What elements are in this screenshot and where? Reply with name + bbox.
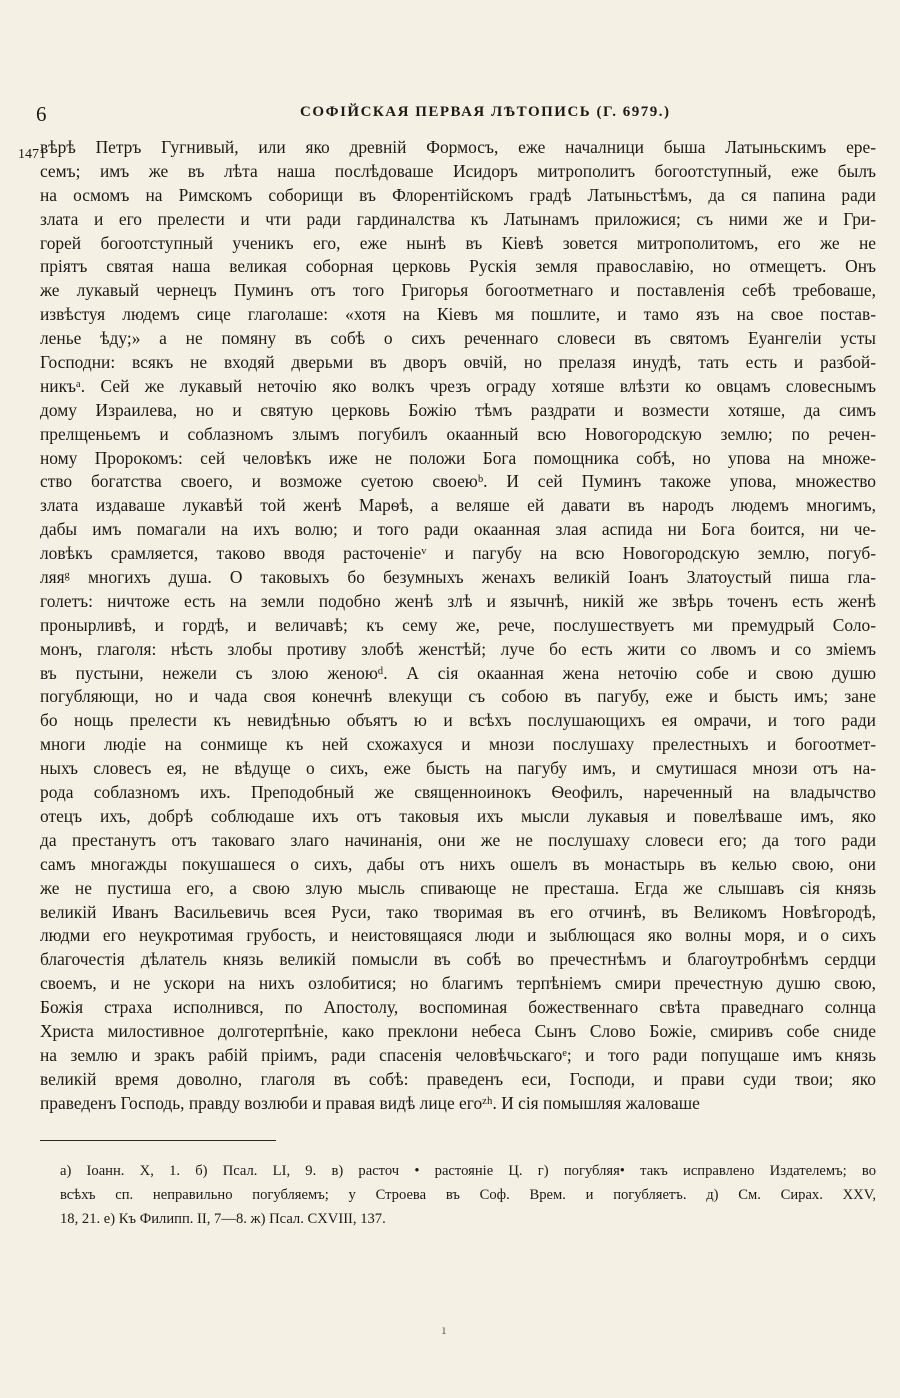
text-line: пронырливѣ, и гордѣ, и величавѣ; къ сему же, рече, послушествуетъ ми премудрый Соло- — [40, 614, 876, 635]
footnotes — [60, 1159, 876, 1231]
text-line: Господни: всякъ не входяй дверьми въ дворъ овчій, но прелазя инудѣ, тать есть и разбой- — [40, 352, 876, 373]
text-line: никъᵃ. Сей же лукавый неточію яко волкъ чрезъ ограду хотяше влѣзти ко овцамъ словеснымъ — [40, 375, 876, 396]
text-line: ленье ѣду;» а не помяну въ собѣ о сихъ реченнаго словеси въ святомъ Еуангеліи усты — [40, 328, 876, 349]
text-line: да престанутъ отъ таковаго злаго начинанія, они же не послушаху словеси его; да того ради — [40, 829, 876, 850]
text-line: на осмомъ на Римскомъ соборищи въ Флорентійскомъ градѣ Латыньстѣмъ, да ся папина ради — [40, 184, 876, 205]
text-line: же не пустиша его, а свою злую мысль спивающе не престаша. Егда же слышавъ сія князь — [40, 877, 876, 898]
text-line: погубляющи, но и чада своя конечнѣ влекущи съ собою въ пагубу, еже и бысть имъ; зане — [40, 686, 876, 707]
text-line: Христа милостивное долготерпѣніе, како преклони небеса Сынъ Слово Божіе, смиривъ собе сниде — [40, 1020, 876, 1041]
text-line: горей богоотступный ученикъ его, еже нынѣ въ Кіевѣ зовется митрополитомъ, его же не — [40, 232, 876, 253]
text-line: ство богатства своего, и возможе суетою своеюᵇ. И сей Пуминъ такоже упова, множество — [40, 471, 876, 492]
text-line: же лукавый чернецъ Пуминъ отъ того Григорья богоотметнаго и поставленія себѣ требоваше, — [40, 280, 876, 301]
text-line: отецъ ихъ, добрѣ соблюдаше ихъ отъ таковыя ихъ мысли лукавыя и повелѣваше имъ, яко — [40, 805, 876, 826]
text-line: Божія страха исполнився, по Апостолу, воспоминая божественнаго свѣта праведнаго солнца — [40, 997, 876, 1018]
text-line: злата и его прелести и чти ради гардиналства къ Латынамъ приложися; съ ними же и Гри- — [40, 208, 876, 229]
main-text — [40, 136, 876, 1116]
footnote-line: 18, 21. е) Къ Филипп. II, 7—8. ж) Псал. CXVIII, 137. — [60, 1211, 386, 1227]
text-line: великій Иванъ Васильевичь всея Руси, тако творимая въ его отчинѣ, въ Великомъ Новѣгородѣ, — [40, 901, 876, 922]
footnote-divider — [40, 1140, 276, 1141]
text-line: прелщеньемъ и соблазномъ злымъ погубилъ окаанный всю Новогородскую землю; по речен- — [40, 423, 876, 444]
text-line: ныхъ словесъ ея, не вѣдуще о сихъ, еже бысть на пагубу имъ, и смутишася мнози отъ на- — [40, 758, 876, 779]
footnote-line: а) Іоанн. X, 1. б) Псал. LI, 9. в) расточ • растояніе Ц. г) погубляя• такъ исправлено Издателемъ; во — [60, 1163, 876, 1179]
text-line: въ пустыни, нежели съ злою женоюᵈ. А сія окаанная жена неточію собе и свою душю — [40, 662, 876, 683]
page-mark: ı — [442, 1323, 446, 1337]
text-line: на землю и зракъ рабій пріимъ, ради спасенія человѣчьскагоᵉ; и того ради попущаше имъ князь — [40, 1044, 876, 1065]
text-line: бо нощь прелести къ невидѣнью объятъ ю и всѣхъ послушающихъ ея омрачи, и того ради — [40, 710, 876, 731]
text-line: семъ; имъ же въ лѣта наша послѣдоваше Исидоръ митрополитъ богоотступный, еже былъ — [40, 160, 876, 181]
text-line: монъ, глаголя: нѣсть злобы противу злобѣ женстѣй; луче бо есть жити со лвомъ и со зміемъ — [40, 638, 876, 659]
text-line: дабы имъ помагали на ихъ волю; и того ради окаанная злая аспида ни Бога боится, ни че- — [40, 519, 876, 540]
text-line: пріятъ святая наша великая соборная церковь Рускія земля православію, но отмещетъ. Онъ — [40, 256, 876, 277]
text-line: людми его неукротимая грубость, и неистовящаяся люди и зыблющася яко волны моря, и о сихъ — [40, 925, 876, 946]
margin-year: 1471 — [18, 147, 46, 162]
text-line: вѣрѣ Петръ Гугнивый, или яко древній Формосъ, еже началници быша Латыньскимъ ере- — [40, 137, 876, 157]
text-line: праведенъ Господь, правду возлюби и правая видѣ лице егоᶻʰ. И сія помышляя жаловаше — [40, 1092, 700, 1113]
text-line: голетъ: ничтоже есть на земли подобно женѣ злѣ и язычнѣ, никій же звѣрь точенъ есть женѣ — [40, 590, 876, 611]
text-line: ловѣкъ срамляется, таково вводя расточеніеᵛ и пагубу на всю Новогородскую землю, погуб- — [40, 543, 876, 564]
text-line: благочестія дѣлатель князь великій помысли въ собѣ во пречестнѣмъ и благоутробнѣмъ сердци — [40, 949, 876, 970]
page-number: 6 — [36, 102, 47, 126]
footnote-line: всѣхъ сп. неправильно погубляемъ; у Строева въ Соф. Врем. и погубляетъ. д) См. Сирах. XXV, — [60, 1187, 876, 1203]
text-line: самъ многажды покушашеся о сихъ, дабы отъ нихъ ошелъ въ монастырь въ келью свою, они — [40, 853, 876, 874]
text-line: злата издаваше лукавѣй той женѣ Марѳѣ, а веляше ей давати въ народъ людемъ многимъ, — [40, 495, 876, 516]
text-line: дому Израилева, но и святую церковь Божію тѣмъ раздрати и возмести хотяше, да симъ — [40, 399, 876, 420]
running-title: СОФІЙСКАЯ ПЕРВАЯ ЛѢТОПИСЬ (Г. 6979.) — [300, 104, 671, 120]
text-line: извѣстуя людемъ сице глаголаше: «хотя на Кіевъ мя пошлите, и тамо язъ на свое постав- — [40, 304, 876, 325]
text-line: своемъ, и не ускори на нихъ озлобитися; но благимъ терпѣніемъ смири пречестную душю свою, — [40, 973, 876, 994]
text-line: многи людіе на сонмище къ ней схожахуся и мнози послушаху прелестныхъ и богоотмет- — [40, 734, 876, 755]
text-line: ному Пророкомъ: сей человѣкъ иже не положи Бога помощника собѣ, но упова на множе- — [40, 447, 876, 468]
text-line: ляяᵍ многихъ душа. О таковыхъ бо безумныхъ женахъ великій Іоанъ Златоустый пиша гла- — [40, 567, 876, 588]
text-line: рода соблазномъ ихъ. Преподобный же священноинокъ Ѳеофилъ, нареченный на владычство — [40, 782, 876, 803]
page-header — [30, 102, 880, 128]
text-line: великій время доволно, глаголя въ собѣ: праведенъ еси, Господи, и прави суди твои; яко — [40, 1068, 876, 1089]
